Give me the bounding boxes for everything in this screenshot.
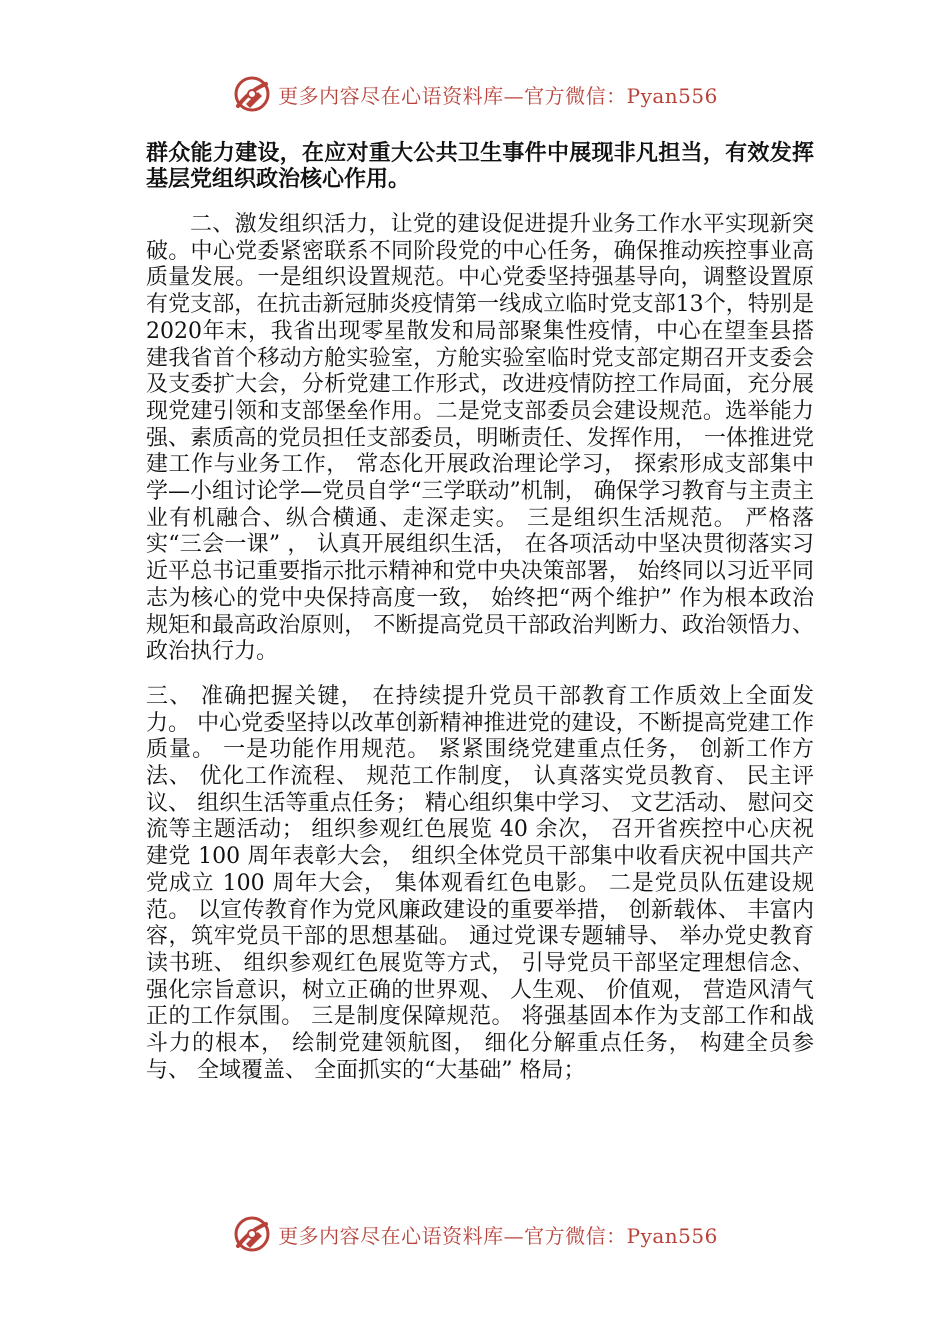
watermark-text-top: 更多内容尽在心语资料库—官方微信：Pyan556 — [278, 83, 718, 108]
watermark-text-bottom: 更多内容尽在心语资料库—官方微信：Pyan556 — [278, 1223, 718, 1248]
pen-circle-logo-icon — [232, 1214, 272, 1254]
pen-circle-logo-icon — [232, 74, 272, 114]
watermark-banner-bottom — [0, 1212, 950, 1256]
watermark-banner-top — [0, 72, 950, 116]
lead-paragraph: 群众能力建设，在应对重大公共卫生事件中展现非凡担当，有效发挥基层党组织政治核心作用。 — [146, 141, 814, 192]
document-body — [146, 141, 814, 1085]
paragraph-section-2: 二、激发组织活力，让党的建设促进提升业务工作水平实现新突破。中心党委紧密联系不同阶段党的中心任务，确保推动疾控事业高质量发展。一是组织设置规范。中心党委坚持强基导向，调整设置原有党支部，在抗击新冠肺炎疫情第一线成立临时党支部13个，特别是2020年末，我省出现零星散发和局部聚集性疫情，中心在望奎县搭建我省首个移动方舱实验室，方舱实验室临时党支部定期召开支委会及支委扩大会，分析党建工作形式，改进疫情防控工作局面，充分展现党建引领和支部堡垒作用。二是党支部委员会建设规范。选举能力强、素质高的党员担任支部委员，明晰责任、发挥作用， 一体推进党建工作与业务工作， 常态化开展政治理论学习， 探索形成支部集中学—小组讨论学—党员自学“三学联动”机制， 确保学习教育与主责主业有机融合、纵合横通、走深走实。 三是组织生活规范。 严格落实“三会一课” ， 认真开展组织生活， 在各项活动中坚决贯彻落实习近平总书记重要指示批示精神和党中央决策部署， 始终同以习近平同志为核心的党中央保持高度一致， 始终把“两个维护” 作为根本政治规矩和最高政治原则， 不断提高党员干部政治判断力、政治领悟力、 政治执行力。 — [146, 212, 814, 665]
paragraph-section-3: 三、 准确把握关键， 在持续提升党员干部教育工作质效上全面发力。 中心党委坚持以改革创新精神推进党的建设，不断提高党建工作质量。 一是功能作用规范。 紧紧围绕党建重点任务， 创新工作方法、 优化工作流程、 规范工作制度， 认真落实党员教育、 民主评议、 组织生活等重点任务； 精心组织集中学习、 文艺活动、 慰问交流等主题活动； 组织参观红色展览 40 余次， 召开省疾控中心庆祝建党 100 周年表彰大会， 组织全体党员干部集中收看庆祝中国共产党成立 100 周年大会， 集体观看红色电影。 二是党员队伍建设规范。 以宣传教育作为党风廉政建设的重要举措， 创新载体、 丰富内容，筑牢党员干部的思想基础。 通过党课专题辅导、 举办党史教育读书班、 组织参观红色展览等方式， 引导党员干部坚定理想信念、 强化宗旨意识，树立正确的世界观、 人生观、 价值观， 营造风清气正的工作氛围。 三是制度保障规范。 将强基固本作为支部工作和战斗力的根本， 绘制党建领航图， 细化分解重点任务， 构建全员参与、 全域覆盖、 全面抓实的“大基础” 格局； — [146, 683, 814, 1083]
